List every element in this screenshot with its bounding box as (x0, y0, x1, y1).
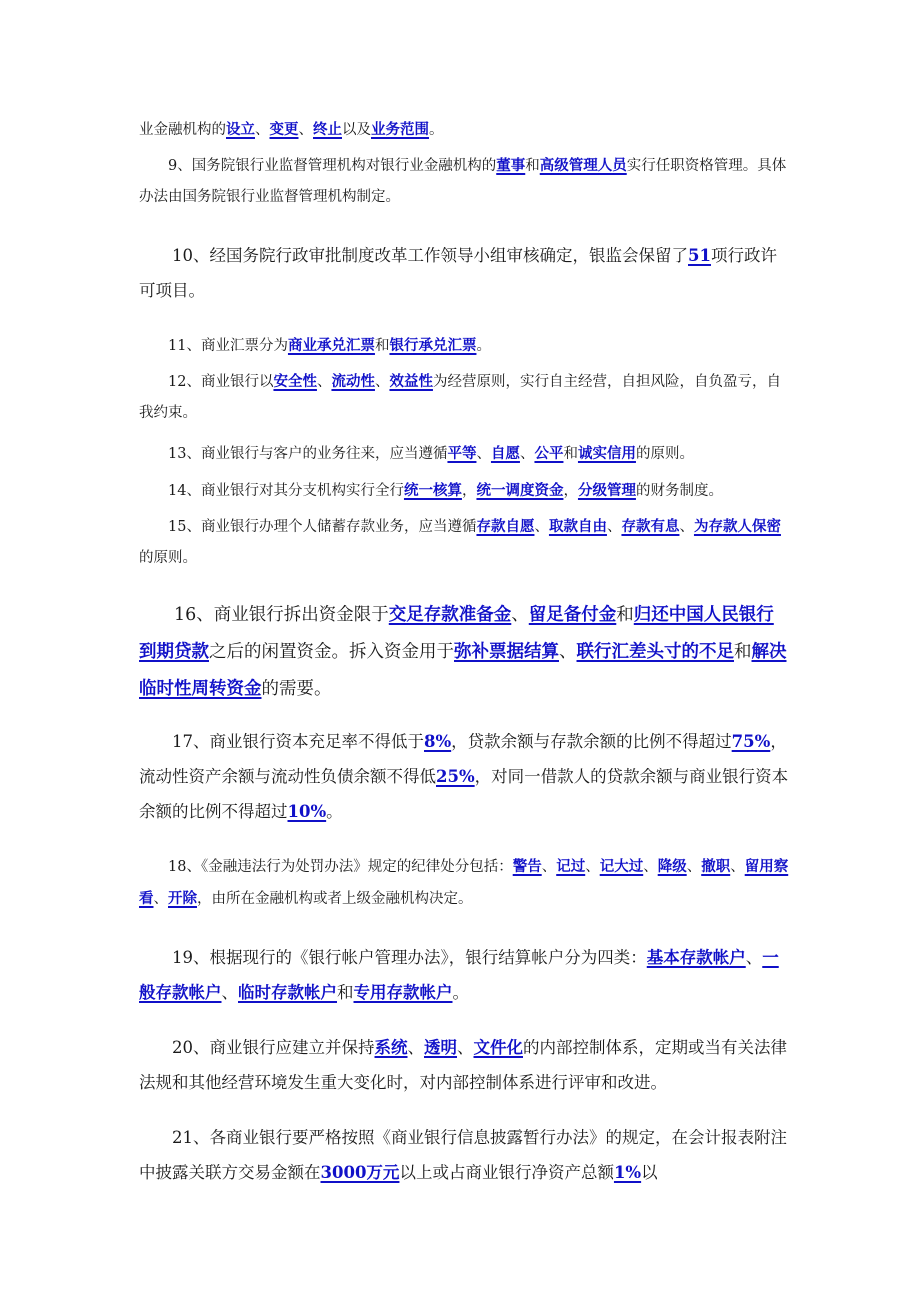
paragraph-text: 14、商业银行对其分支机构实行全行 (168, 483, 404, 499)
paragraph-text: 以 (641, 1163, 658, 1182)
paragraph-text: 、 (745, 948, 763, 967)
answer-term: 变更 (269, 121, 299, 138)
answer-term: 10% (287, 802, 327, 821)
paragraph-text: 15、商业银行办理个人储蓄存款业务，应当遵循 (168, 519, 477, 535)
paragraph-text: 17、商业银行资本充足率不得低于 (172, 732, 424, 751)
answer-term: 51 (688, 246, 711, 265)
answer-term: 系统 (374, 1038, 408, 1057)
answer-term: 撤职 (701, 858, 731, 875)
paragraph-text: 、 (153, 891, 168, 907)
answer-term: 临时存款帐户 (238, 983, 337, 1002)
answer-term: 75% (731, 732, 771, 751)
paragraph-text: 9、国务院银行业监督管理机构对银行业金融机构的 (168, 158, 497, 174)
paragraph-text: 业金融机构的 (139, 122, 226, 138)
answer-term: 业务范围 (371, 121, 429, 138)
paragraph-text: 、 (316, 374, 332, 390)
answer-term: 开除 (168, 890, 197, 907)
paragraph-text: 、 (457, 1038, 474, 1057)
paragraph-13 (139, 438, 789, 470)
paragraph-text: 项行政许可项目。 (139, 246, 777, 300)
paragraph-text: 为经营原则，实行自主经营，自担风险，自负盈亏，自我约束。 (139, 374, 781, 421)
paragraph-9 (139, 150, 789, 213)
paragraph-text: 、 (255, 122, 270, 138)
paragraph-text: 、 (476, 446, 491, 462)
paragraph-text: ， (461, 483, 477, 499)
answer-term: 统一调度资金 (476, 482, 564, 499)
answer-term: 设立 (226, 121, 255, 138)
paragraph-text: 、 (374, 374, 390, 390)
answer-term: 降级 (657, 858, 687, 875)
answer-term: 联行汇差头寸的不足 (576, 642, 734, 662)
paragraph-12 (139, 366, 789, 429)
answer-term: 专用存款帐户 (353, 983, 453, 1002)
answer-term: 取款自由 (548, 518, 607, 535)
paragraph-text: 、 (730, 859, 745, 875)
paragraph-text: 10、经国务院行政审批制度改革工作领导小组审核确定，银监会保留了 (172, 246, 688, 265)
paragraph-text: 实行任职资格管理。具体办法由国务院银行业监督管理机构制定。 (139, 158, 787, 205)
paragraph-text: 和 (337, 983, 354, 1002)
answer-term: 25% (436, 767, 475, 786)
paragraph-text: 的原则。 (139, 550, 197, 566)
paragraph-text: 、 (221, 983, 238, 1002)
paragraph-text: 。 (429, 122, 444, 138)
paragraph-text: 12、商业银行以 (168, 374, 274, 390)
answer-term: 留足备付金 (528, 605, 617, 625)
paragraph-text: 11、商业汇票分为 (168, 338, 288, 354)
paragraph-text: 的财务制度。 (635, 483, 723, 499)
paragraph-text: 。 (326, 802, 343, 821)
paragraph-text: 18、《金融违法行为处罚办法》规定的纪律处分包括： (168, 859, 513, 875)
paragraph-text: 、 (679, 519, 694, 535)
paragraph-text: 。 (476, 338, 491, 354)
paragraph-21 (139, 1120, 789, 1190)
paragraph-text: 和 (734, 642, 752, 662)
paragraph-text: 19、根据现行的《银行帐户管理办法》，银行结算帐户分为四类： (172, 948, 647, 967)
paragraph-text: ，对同一借款人的贷款余额与商业银行资本余额的比例不得超过 (139, 767, 789, 821)
answer-term: 归还中国人民银行到期贷款 (139, 605, 774, 662)
answer-term: 高级管理人员 (539, 157, 627, 174)
paragraph-text: 、 (686, 859, 702, 875)
answer-term: 记过 (556, 858, 586, 875)
paragraph-text: 、 (534, 519, 549, 535)
paragraph-text: ，贷款余额与存款余额的比例不得超过 (451, 732, 732, 751)
paragraph-text: ，流动性资产余额与流动性负债余额不得低 (139, 732, 787, 786)
answer-term: 警告 (512, 858, 542, 875)
paragraph-text: 以上或占商业银行净资产总额 (399, 1163, 614, 1182)
answer-term: 商业承兑汇票 (287, 337, 375, 354)
paragraph-19 (139, 940, 789, 1010)
paragraph-text: 和 (374, 338, 390, 354)
paragraph-text: ， (563, 483, 578, 499)
paragraph-text: 、 (541, 859, 557, 875)
answer-term: 安全性 (273, 373, 317, 390)
paragraph-text: 、 (511, 605, 529, 625)
paragraph-text: 16、商业银行拆出资金限于 (174, 605, 389, 625)
paragraph-8-continued (139, 114, 789, 146)
paragraph-17 (139, 724, 789, 829)
paragraph-text: 、 (643, 859, 658, 875)
paragraph-text: 和 (616, 605, 634, 625)
answer-term: 流动性 (331, 373, 375, 390)
answer-term: 分级管理 (577, 482, 636, 499)
paragraph-text: 20、商业银行应建立并保持 (172, 1038, 375, 1057)
answer-term: 交足存款准备金 (388, 605, 512, 625)
paragraph-text: 的内部控制体系，定期或当有关法律法规和其他经营环境发生重大变化时，对内部控制体系进行评审和改进。 (139, 1038, 787, 1092)
answer-term: 董事 (496, 157, 526, 174)
paragraph-text: 之后的闲置资金。拆入资金用于 (209, 642, 454, 662)
paragraph-text: 、 (298, 122, 313, 138)
answer-term: 银行承兑汇票 (389, 337, 477, 354)
paragraph-text: 的原则。 (635, 446, 694, 462)
answer-term: 平等 (447, 445, 477, 462)
answer-term: 3000万元 (320, 1163, 400, 1182)
paragraph-text: 以及 (342, 122, 371, 138)
paragraph-text: 、 (585, 859, 600, 875)
paragraph-text: ，由所在金融机构或者上级金融机构决定。 (197, 891, 473, 907)
paragraph-11 (139, 330, 789, 362)
answer-term: 终止 (313, 121, 342, 138)
answer-term: 留用察看 (139, 858, 789, 907)
answer-term: 8% (424, 732, 452, 751)
paragraph-text: 、 (407, 1038, 424, 1057)
answer-term: 为存款人保密 (693, 518, 781, 535)
answer-term: 文件化 (473, 1038, 523, 1057)
paragraph-text: 、 (519, 446, 535, 462)
paragraph-text: 、 (606, 519, 622, 535)
answer-term: 公平 (534, 445, 564, 462)
answer-term: 1% (613, 1163, 642, 1182)
answer-term: 诚实信用 (577, 445, 636, 462)
paragraph-15 (139, 511, 789, 574)
answer-term: 效益性 (389, 373, 433, 390)
answer-term: 一般存款帐户 (139, 948, 779, 1002)
answer-term: 统一核算 (403, 482, 462, 499)
paragraph-text: 和 (525, 158, 540, 174)
answer-term: 存款自愿 (476, 518, 535, 535)
paragraph-text: 和 (563, 446, 578, 462)
answer-term: 记大过 (599, 858, 644, 875)
answer-term: 弥补票据结算 (454, 642, 559, 662)
paragraph-14 (139, 475, 789, 507)
paragraph-20 (139, 1030, 789, 1100)
paragraph-text: 、 (559, 642, 577, 662)
paragraph-10 (139, 238, 789, 308)
paragraph-text: 21、各商业银行要严格按照《商业银行信息披露暂行办法》的规定，在会计报表附注中披露关联方交易金额在 (139, 1128, 787, 1182)
paragraph-text: 。 (452, 983, 469, 1002)
answer-term: 自愿 (490, 445, 520, 462)
answer-term: 存款有息 (621, 518, 680, 535)
answer-term: 解决临时性周转资金 (139, 642, 787, 699)
paragraph-text: 的需要。 (261, 679, 332, 699)
paragraph-18 (139, 851, 789, 915)
answer-term: 透明 (424, 1038, 457, 1057)
paragraph-text: 13、商业银行与客户的业务往来，应当遵循 (168, 446, 448, 462)
answer-term: 基本存款帐户 (646, 948, 746, 967)
paragraph-16 (139, 597, 789, 708)
